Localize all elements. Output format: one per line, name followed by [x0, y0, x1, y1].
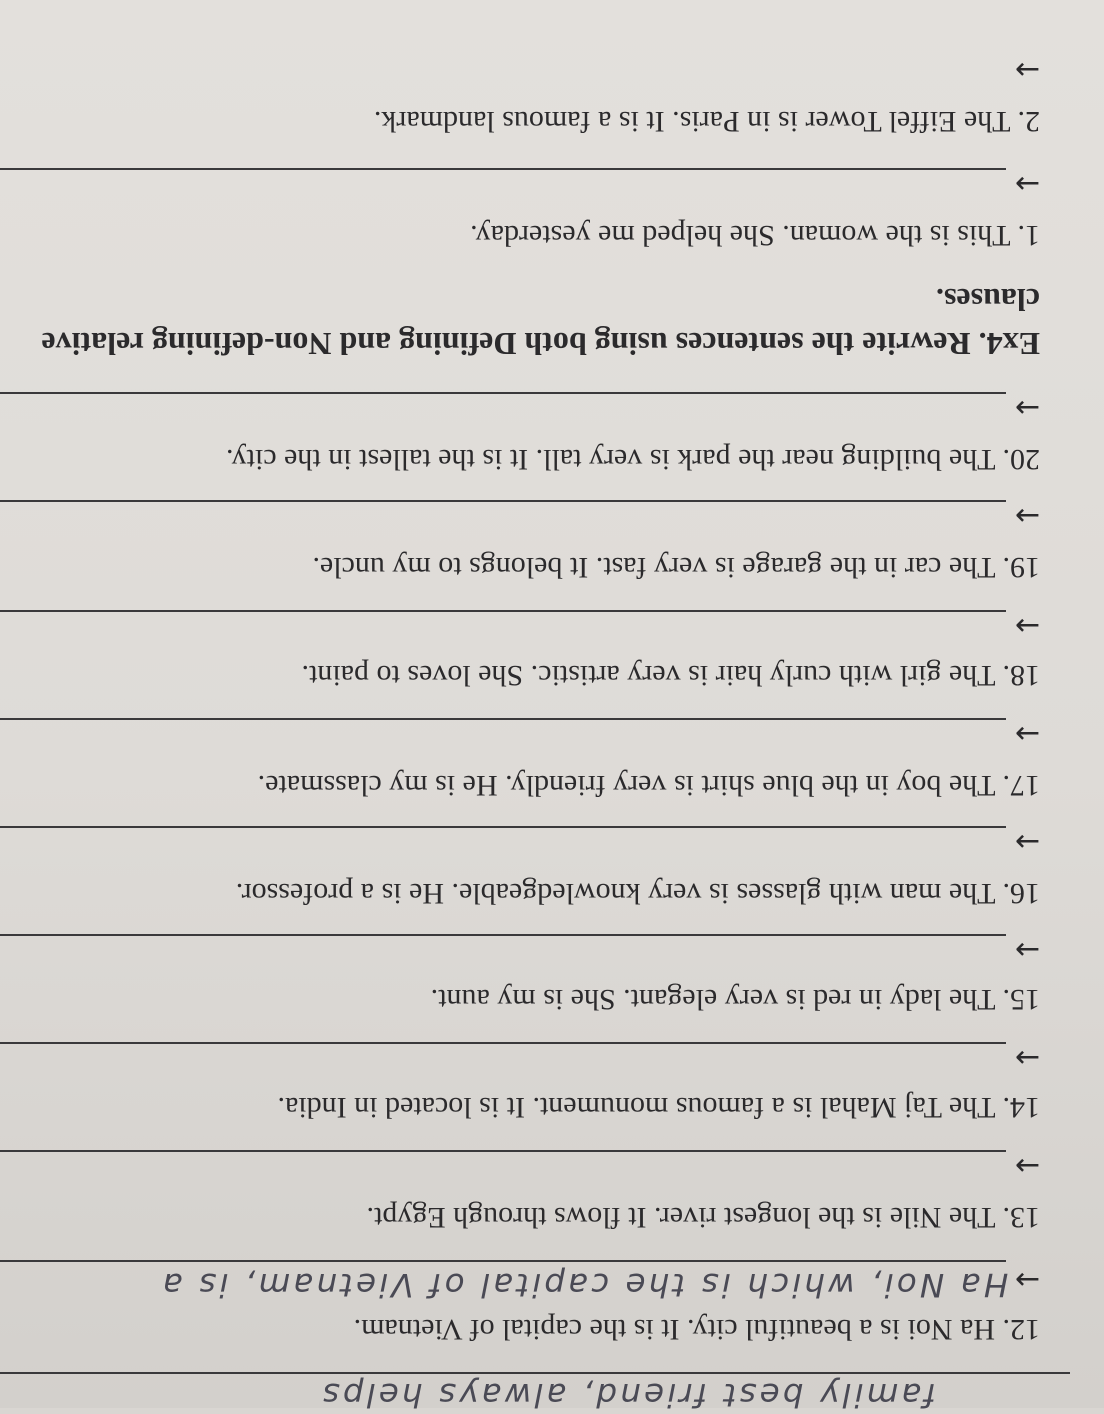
sentence-17: 17. The boy in the blue shirt is very friendly. He is my classmate. [257, 769, 1040, 802]
answer-rule [0, 826, 1006, 828]
handwritten-answer: family best friend, always helps [319, 1376, 937, 1414]
sentence-13: 13. The Nile is the longest river. It flows through Egypt. [366, 1201, 1040, 1234]
answer-rule [0, 1150, 1006, 1152]
sentence-15: 15. The lady in red is very elegant. She is my aunt. [430, 983, 1040, 1016]
ex4-sentence-1: 1. This is the woman. She helped me yesterday. [470, 219, 1040, 252]
arrow-icon: → [1014, 498, 1040, 533]
answer-rule [0, 1260, 1006, 1262]
sentence-12: 12. Ha Noi is a beautiful city. It is the capital of Vietnam. [353, 1313, 1040, 1346]
arrow-icon: → [1014, 1262, 1040, 1297]
arrow-icon: → [1014, 608, 1040, 643]
answer-rule [0, 718, 1006, 720]
sentence-19: 19. The car in the garage is very fast. It belongs to my uncle. [312, 551, 1040, 584]
answer-rule [0, 392, 1006, 394]
arrow-icon: → [1014, 390, 1040, 425]
answer-rule [0, 610, 1006, 612]
arrow-icon: → [1014, 824, 1040, 859]
sentence-18: 18. The girl with curly hair is very artistic. She loves to paint. [301, 659, 1040, 692]
answer-rule [0, 500, 1006, 502]
arrow-icon: → [1014, 166, 1040, 201]
handwritten-answer-12: Ha Noi, which is the capital of Vietnam, is a [159, 1266, 1009, 1304]
arrow-icon: → [1014, 52, 1040, 87]
exercise-4-heading: Ex4. Rewrite the sentences using both Defining and Non-defining relative clauses. [41, 282, 1040, 362]
answer-rule [0, 1372, 1070, 1374]
answer-rule [0, 1042, 1006, 1044]
answer-rule [0, 934, 1006, 936]
sentence-20: 20. The building near the park is very tall. It is the tallest in the city. [226, 443, 1040, 476]
sentence-16: 16. The man with glasses is very knowledgeable. He is a professor. [235, 877, 1040, 910]
answer-rule [0, 168, 1006, 170]
sentence-14: 14. The Taj Mahal is a famous monument. It is located in India. [277, 1091, 1040, 1124]
arrow-icon: → [1014, 1148, 1040, 1183]
arrow-icon: → [1014, 932, 1040, 967]
arrow-icon: → [1014, 1040, 1040, 1075]
arrow-icon: → [1014, 716, 1040, 751]
ex4-sentence-2: 2. The Eiffel Tower is in Paris. It is a famous landmark. [373, 105, 1040, 138]
